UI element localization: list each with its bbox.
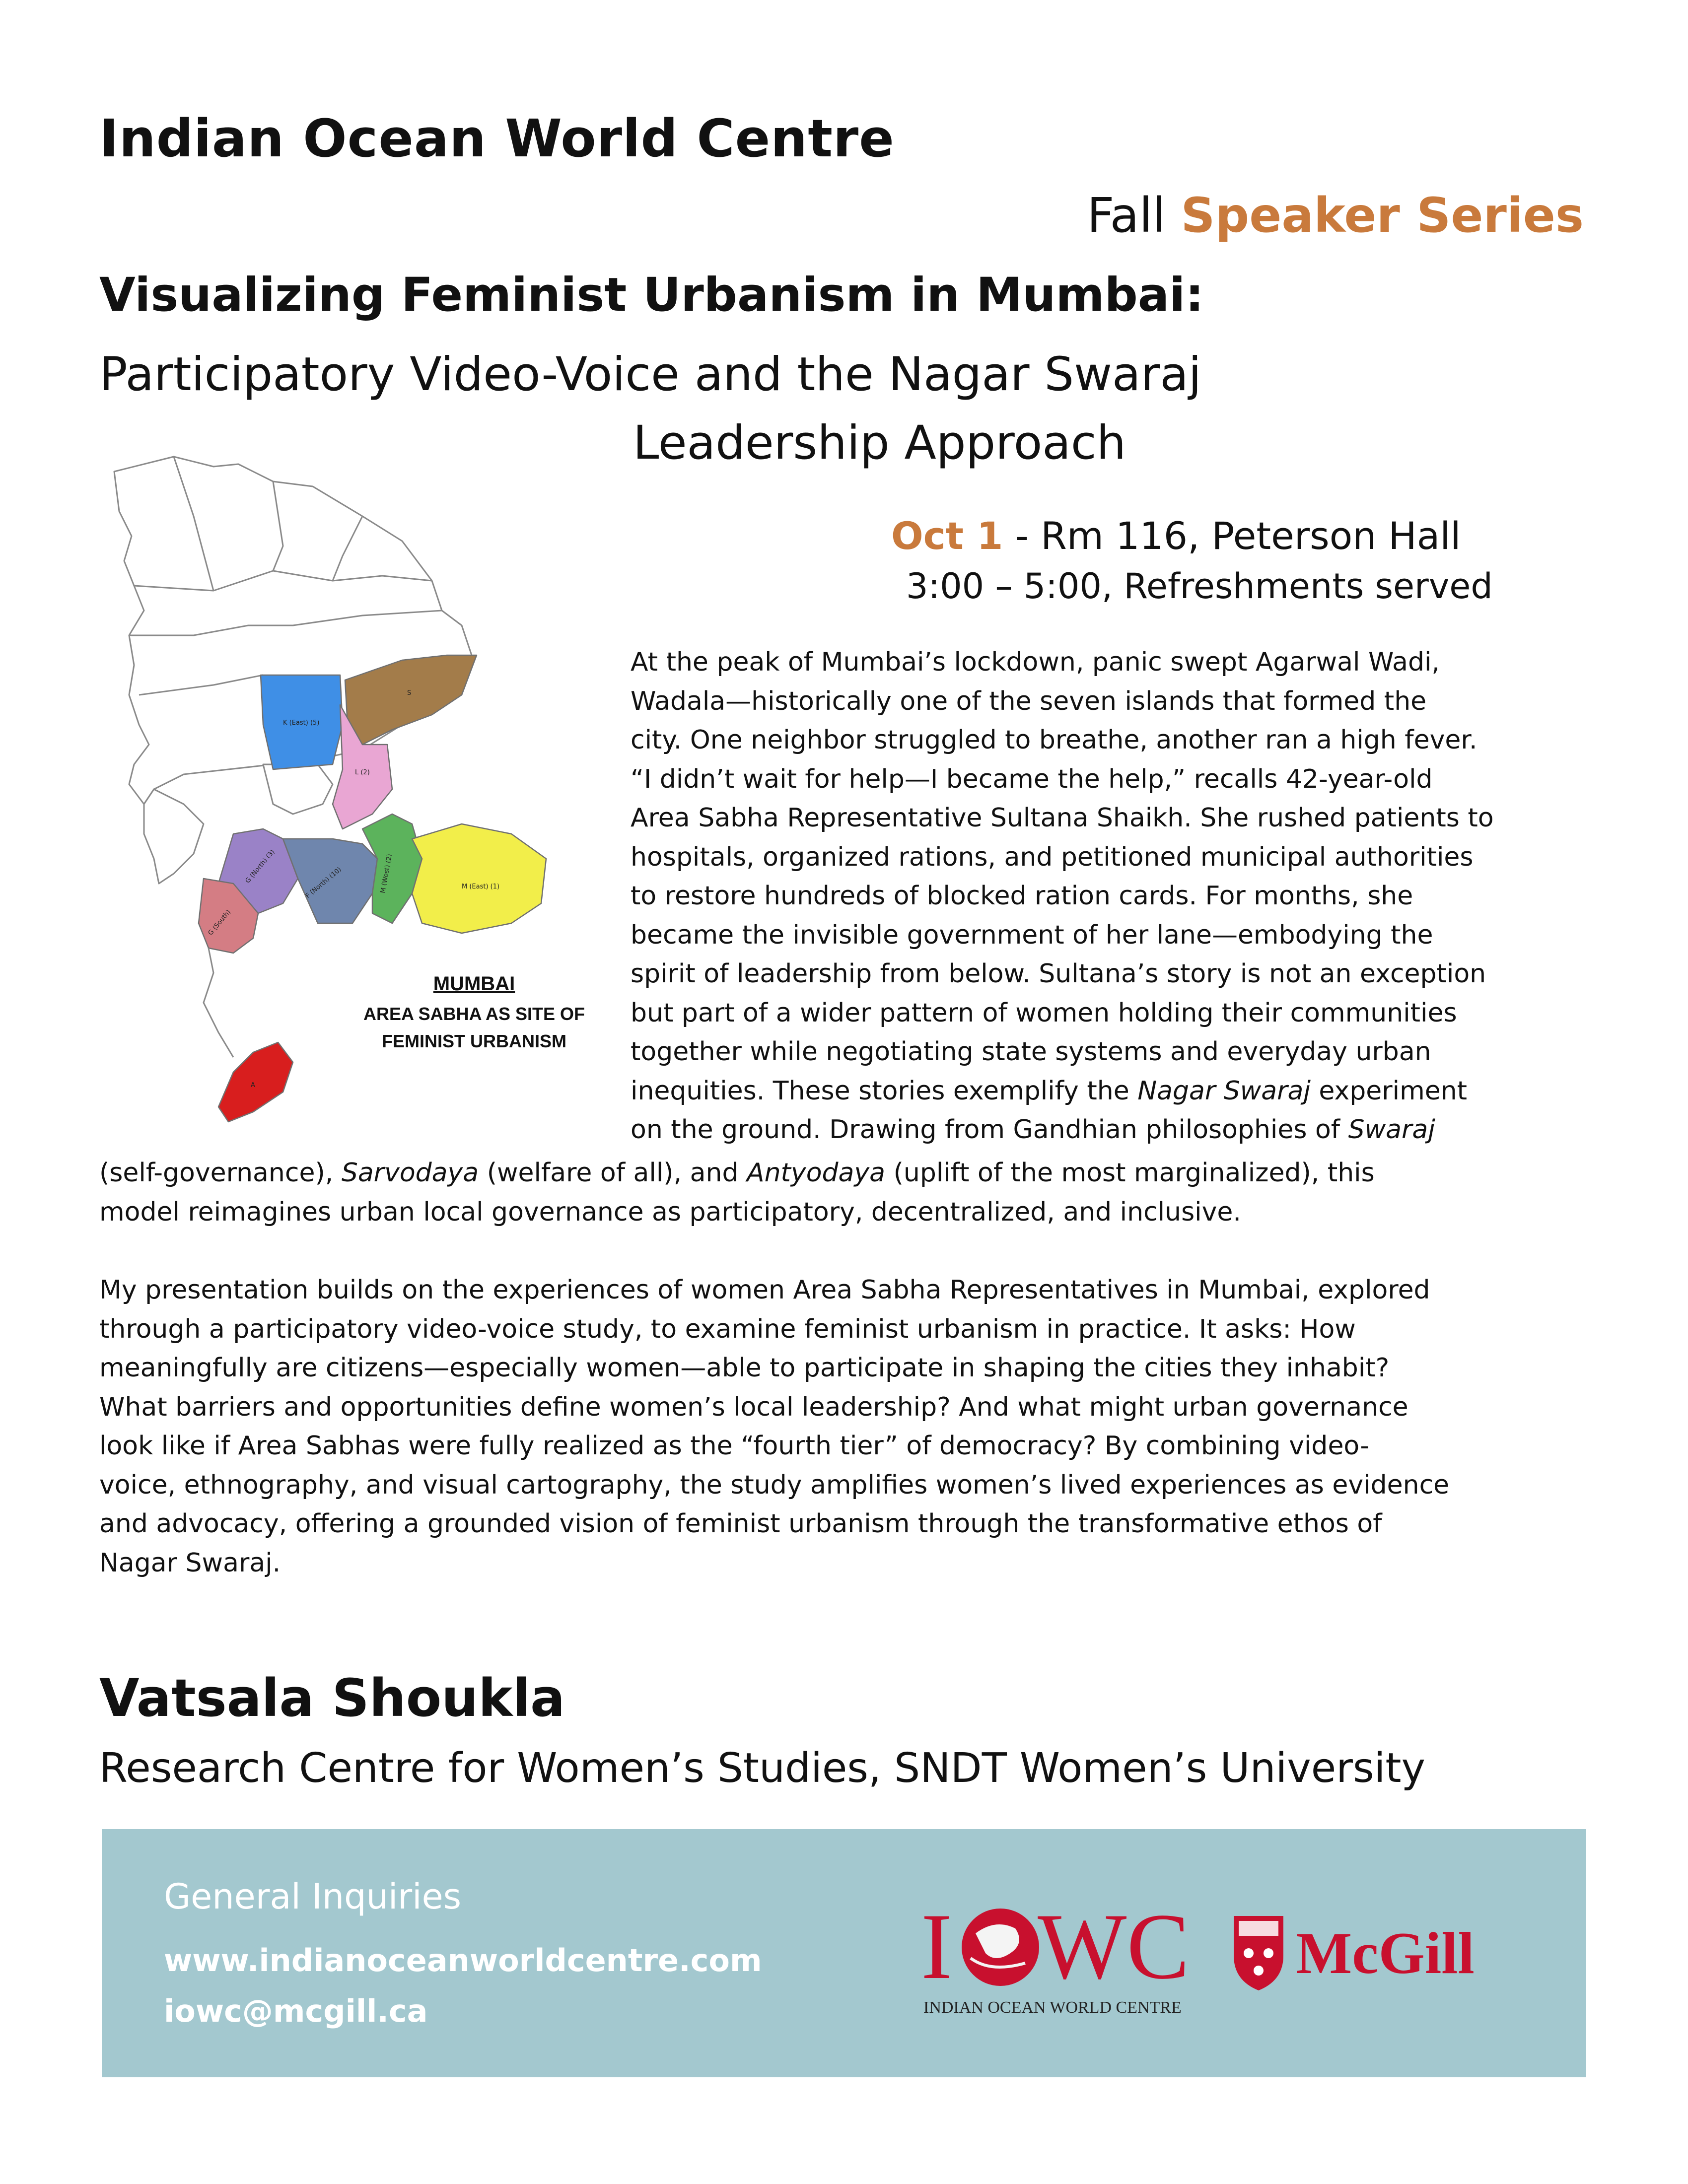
text-line: together while negotiating state systems and everyday urban bbox=[631, 1037, 1431, 1067]
ward-label-a: A bbox=[251, 1082, 255, 1089]
email-link[interactable]: iowc@mcgill.ca bbox=[164, 1993, 428, 2029]
ward-label-k-east: K (East) (5) bbox=[283, 719, 320, 727]
iowc-logo-subtitle: INDIAN OCEAN WORLD CENTRE bbox=[923, 1998, 1182, 2017]
mumbai-ward-map bbox=[84, 447, 621, 1132]
text-line: but part of a wider pattern of women holding their communities bbox=[631, 998, 1457, 1028]
ward-label-m-west: M (West) (2) bbox=[379, 853, 394, 894]
iowc-logo-wc: WC bbox=[1038, 1895, 1190, 1999]
event-date: Oct 1 bbox=[891, 514, 1003, 558]
map-title: MUMBAI bbox=[433, 973, 515, 995]
text-line: meaningfully are citizens—especially women—able to participate in shaping the cities they inhabit? bbox=[99, 1353, 1390, 1383]
text-line: city. One neighbor struggled to breathe, another ran a high fever. bbox=[631, 725, 1477, 755]
text-line: to restore hundreds of blocked ration cards. For months, she bbox=[631, 881, 1413, 911]
text-line: hospitals, organized rations, and petitioned municipal authorities bbox=[631, 842, 1474, 872]
talk-subtitle-line-2: Leadership Approach bbox=[633, 416, 1126, 470]
text-line: look like if Area Sabhas were fully realized as the “fourth tier” of democracy? By combining video- bbox=[99, 1431, 1369, 1461]
event-date-location bbox=[891, 514, 1461, 558]
footer-heading: General Inquiries bbox=[164, 1876, 462, 1917]
org-title: Indian Ocean World Centre bbox=[99, 108, 895, 169]
text-line: Wadala—historically one of the seven islands that formed the bbox=[631, 686, 1427, 716]
speaker-affiliation: Research Centre for Women’s Studies, SNDT Women’s University bbox=[99, 1745, 1426, 1792]
mcgill-logo bbox=[1229, 1906, 1551, 1995]
talk-title: Visualizing Feminist Urbanism in Mumbai: bbox=[99, 268, 1204, 322]
ward-a bbox=[218, 1042, 293, 1122]
text-line: voice, ethnography, and visual cartography, the study amplifies women’s lived experiences as evidence bbox=[99, 1470, 1450, 1500]
speaker-name: Vatsala Shoukla bbox=[99, 1668, 565, 1728]
text-line: My presentation builds on the experiences of women Area Sabha Representatives in Mumbai, explored bbox=[99, 1275, 1430, 1305]
iowc-logo-i: I bbox=[921, 1895, 953, 1999]
abstract-paragraph-1-lower bbox=[99, 1154, 1375, 1231]
ward-m-east bbox=[412, 824, 546, 933]
text-line: Area Sabha Representative Sultana Shaikh. She rushed patients to bbox=[631, 803, 1494, 833]
text-line: became the invisible government of her lane—embodying the bbox=[631, 920, 1433, 950]
series-accent: Speaker Series bbox=[1181, 188, 1584, 243]
series-prefix: Fall bbox=[1087, 188, 1181, 243]
text-line: spirit of leadership from below. Sultana’s story is not an exception bbox=[631, 959, 1486, 989]
abstract-paragraph-2 bbox=[99, 1271, 1449, 1582]
map-caption-line-2: FEMINIST URBANISM bbox=[382, 1031, 566, 1051]
text-line: Nagar Swaraj. bbox=[99, 1548, 281, 1578]
series-heading bbox=[1087, 188, 1584, 243]
text-line: “I didn’t wait for help—I became the help,” recalls 42-year-old bbox=[631, 764, 1433, 794]
text-line: inequities. These stories exemplify the Nagar Swaraj experiment bbox=[631, 1076, 1468, 1106]
text-line: through a participatory video-voice study, to examine feminist urbanism in practice. It asks: How bbox=[99, 1314, 1356, 1344]
ward-label-m-east: M (East) (1) bbox=[462, 883, 500, 890]
ward-label-s: S bbox=[407, 689, 412, 697]
website-link[interactable]: www.indianoceanworldcentre.com bbox=[164, 1942, 762, 1979]
talk-subtitle-line-1: Participatory Video-Voice and the Nagar Swaraj bbox=[99, 347, 1201, 402]
text-line: (self-governance), Sarvodaya (welfare of all), and Antyodaya (uplift of the most marginalized), this bbox=[99, 1158, 1375, 1188]
ward-label-g-north: G (North) (3) bbox=[244, 848, 277, 885]
ward-label-f-north: F (North) (10) bbox=[304, 866, 343, 900]
text-line: What barriers and opportunities define women’s local leadership? And what might urban governance bbox=[99, 1392, 1408, 1422]
mcgill-logo-text: McGill bbox=[1296, 1920, 1475, 1986]
event-time: 3:00 – 5:00, Refreshments served bbox=[906, 566, 1493, 607]
text-line: model reimagines urban local governance as participatory, decentralized, and inclusive. bbox=[99, 1197, 1241, 1227]
text-line: on the ground. Drawing from Gandhian philosophies of Swaraj bbox=[631, 1115, 1435, 1145]
map-caption-line-1: AREA SABHA AS SITE OF bbox=[363, 1004, 585, 1024]
text-line: and advocacy, offering a grounded vision of feminist urbanism through the transformative ethos of bbox=[99, 1509, 1382, 1539]
ward-label-g-south: G (South) bbox=[207, 908, 233, 937]
text-line: At the peak of Mumbai’s lockdown, panic swept Agarwal Wadi, bbox=[631, 647, 1440, 677]
ward-label-l: L (2) bbox=[355, 769, 370, 776]
event-location: - Rm 116, Peterson Hall bbox=[1003, 514, 1461, 558]
footer-panel bbox=[102, 1829, 1586, 2077]
abstract-paragraph-1-upper bbox=[631, 643, 1494, 1150]
